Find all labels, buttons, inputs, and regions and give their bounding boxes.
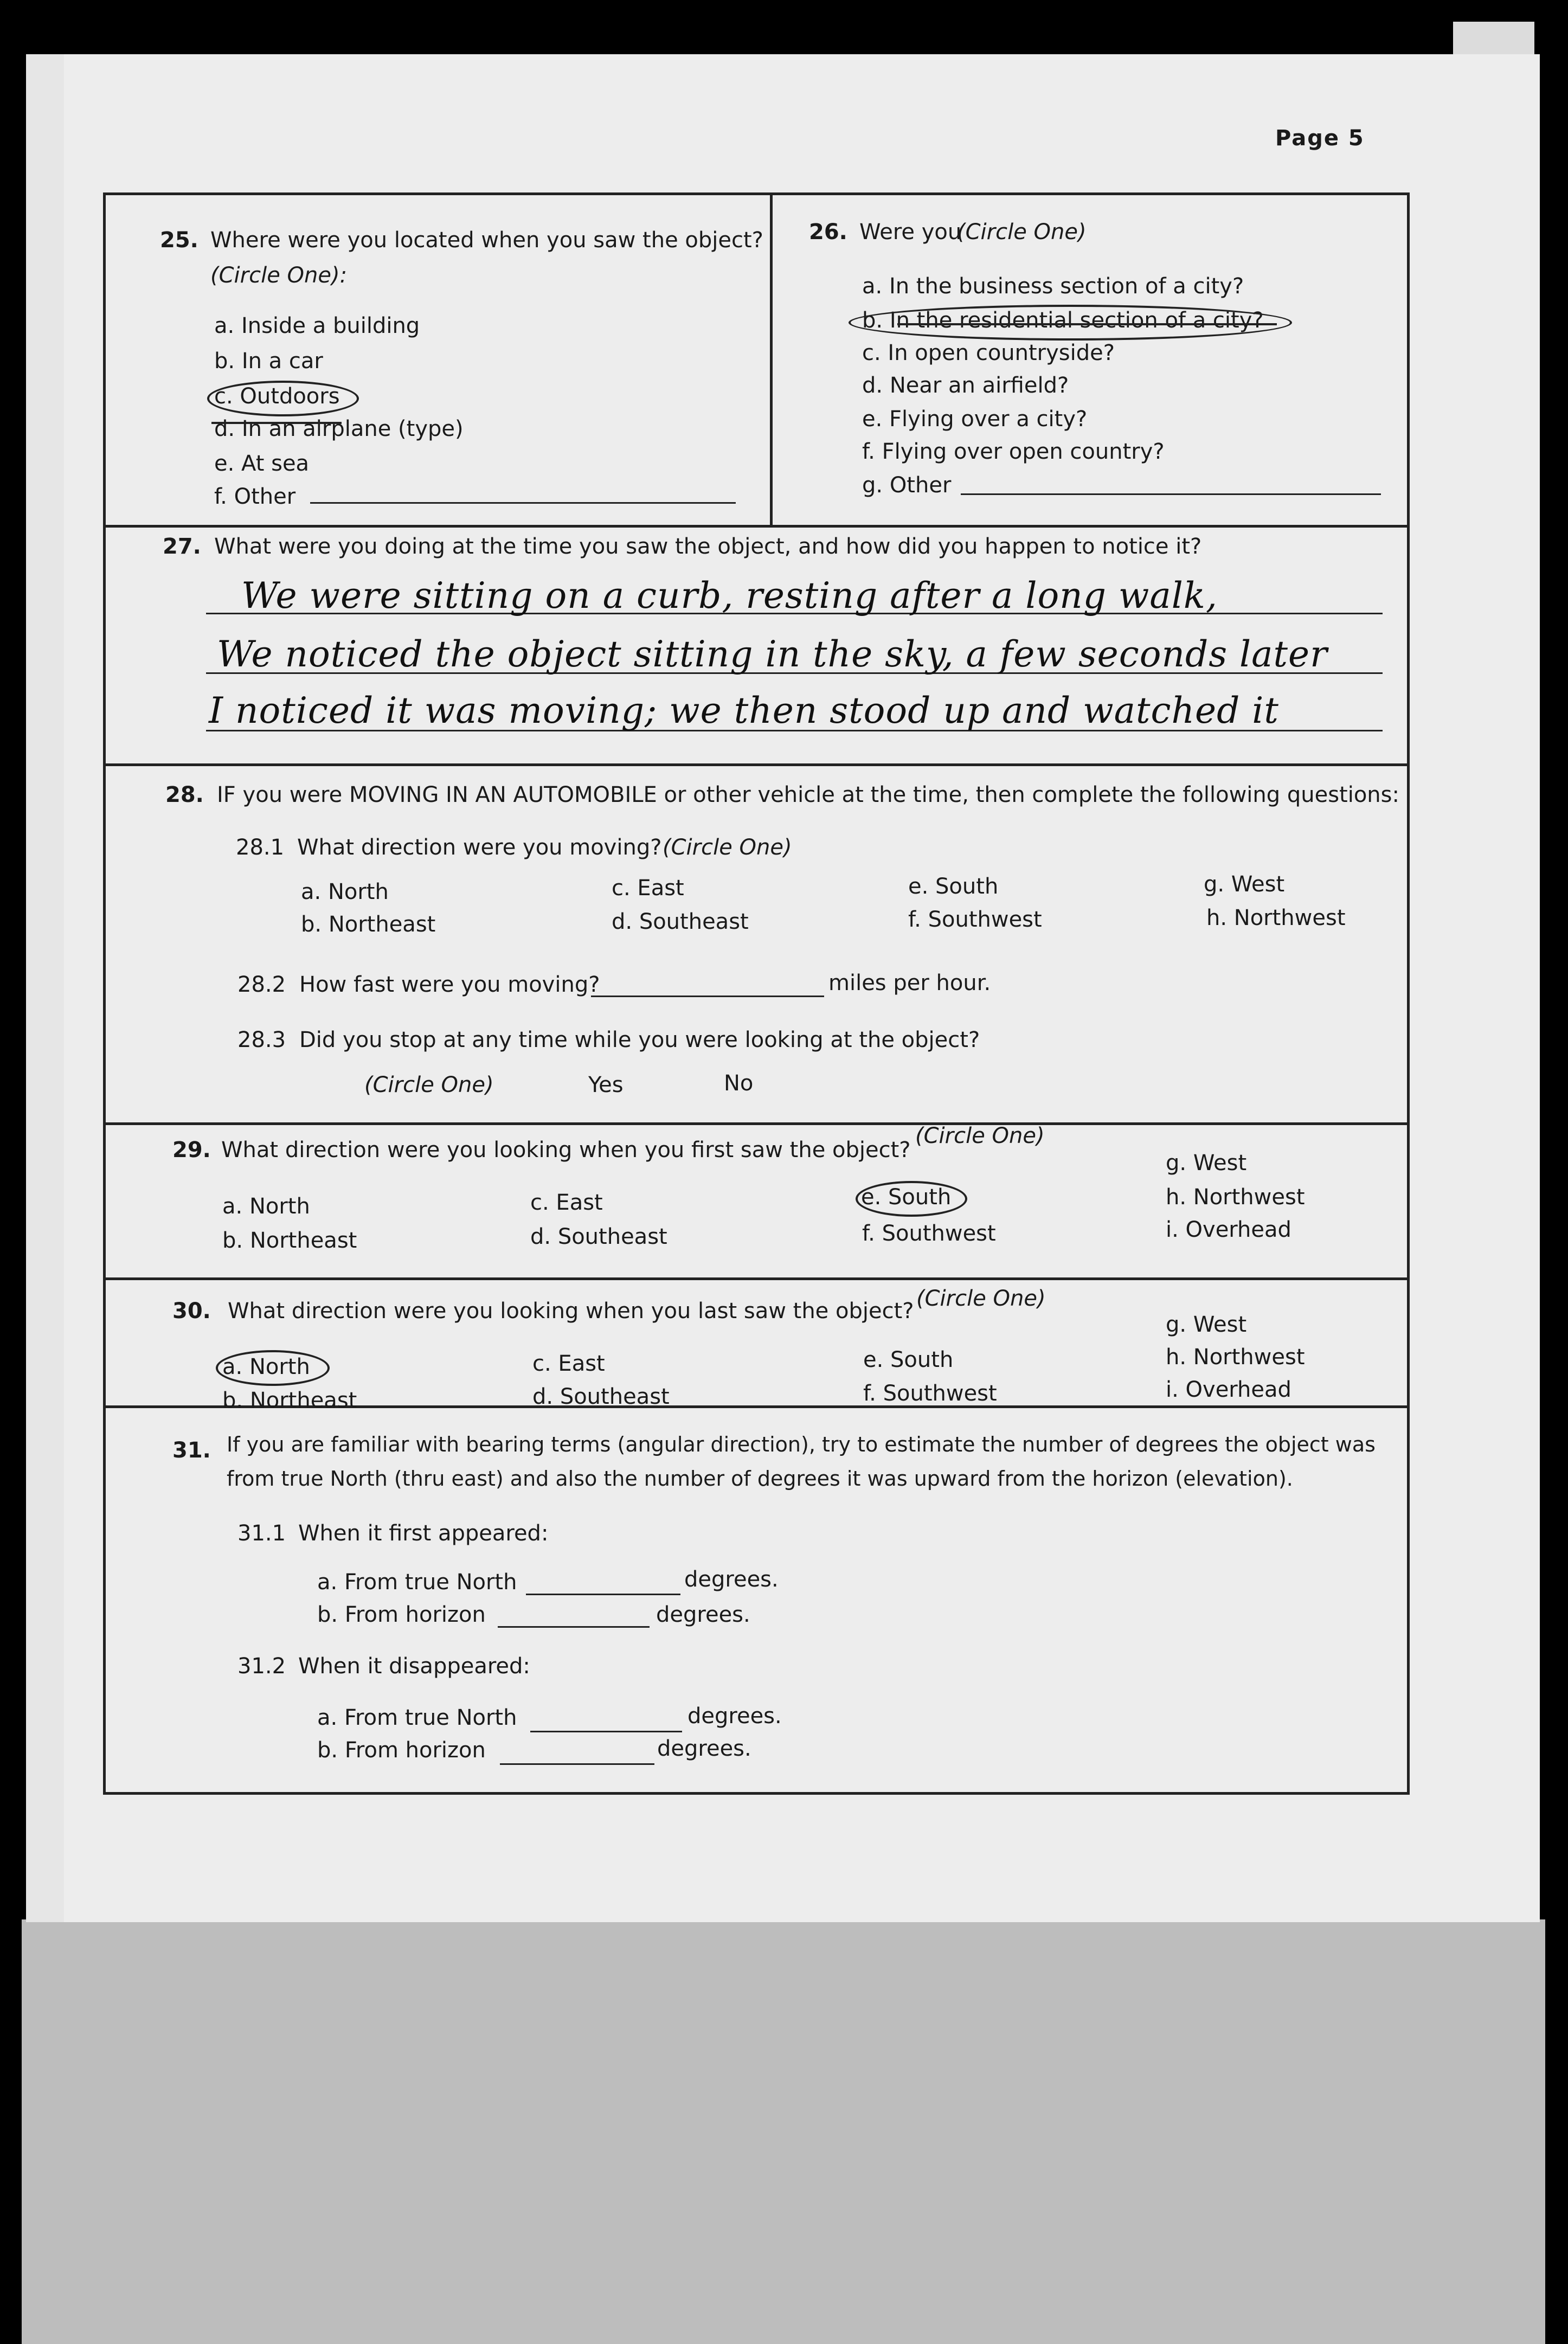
q31-question-line-1: If you are familiar with bearing terms (angular direction), try to estimate the number of degrees the object was [227,1433,1376,1456]
q28-3-instruction: (Circle One) [364,1073,494,1097]
background-surface [22,1919,1545,2344]
q30-option-g: g. West [1166,1312,1247,1337]
q29-option-a: a. North [222,1194,310,1219]
q29-answer-circle [856,1181,967,1217]
q26-option-e: e. Flying over a city? [862,407,1088,432]
q27-number: 27. [163,534,201,559]
q31-1-a-label: a. From true North [317,1570,517,1595]
q27-handwritten-answer-2: We noticed the object sitting in the sky, a few seconds later [217,633,1328,675]
q31-1-horizon-field[interactable] [498,1602,650,1628]
q28-3-question: Did you stop at any time while you were looking at the object? [299,1027,980,1052]
q28-number: 28. [165,782,204,807]
q25-option-d-mark [211,422,342,424]
q29-option-e: e. South [861,1185,952,1210]
q30-option-d: d. Southeast [532,1384,670,1409]
q30-option-e: e. South [863,1347,954,1372]
q29-option-f: f. Southwest [862,1221,996,1246]
q28-1-option-e: e. South [908,874,999,899]
q29-option-g: g. West [1166,1151,1247,1176]
q28-2-question: How fast were you moving? [299,972,600,997]
q27-question: What were you doing at the time you saw the object, and how did you happen to notice it? [214,534,1202,559]
q29-question: What direction were you looking when you first saw the object? [221,1138,911,1163]
q31-2-question: When it disappeared: [298,1654,530,1679]
q25-other-field[interactable] [310,476,736,504]
q26-answer-circle [849,305,1292,341]
q30-question: What direction were you looking when you last saw the object? [228,1299,914,1324]
q25-option-c: c. Outdoors [214,384,340,409]
q28-3-option-yes: Yes [588,1073,624,1097]
q26-other-field[interactable] [961,466,1381,495]
q25-question: Where were you located when you saw the object? [210,228,763,253]
q26-option-c: c. In open countryside? [862,341,1115,365]
q28-1-instruction: (Circle One) [663,835,792,860]
q25-number: 25. [160,228,198,253]
q31-1-question: When it first appeared: [298,1521,549,1546]
q26-number: 26. [809,220,847,245]
q25-option-e: e. At sea [214,451,310,476]
q31-2-number: 31.2 [237,1654,286,1679]
q31-1-b-unit: degrees. [656,1602,750,1627]
q28-1-option-c: c. East [612,876,684,901]
q31-2-a-label: a. From true North [317,1705,517,1730]
q31-1-a-unit: degrees. [684,1567,779,1592]
q28-2-speed-field[interactable] [591,971,824,997]
q28-1-option-b: b. Northeast [301,912,436,937]
divider-q27 [103,525,1410,528]
q29-number: 29. [172,1138,211,1163]
q28-2-number: 28.2 [237,972,286,997]
q25-option-b: b. In a car [214,349,323,374]
q29-option-b: b. Northeast [222,1228,357,1253]
q30-option-i: i. Overhead [1166,1377,1291,1402]
q31-question-line-2: from true North (thru east) and also the number of degrees it was upward from the horizon (elevation). [227,1467,1293,1491]
q31-2-horizon-field[interactable] [500,1739,654,1765]
q28-1-option-a: a. North [301,879,389,904]
divider-q25-q26 [770,192,773,525]
q25-option-f: f. Other [214,484,296,509]
q28-1-question: What direction were you moving? [297,835,662,860]
q28-question: IF you were MOVING IN AN AUTOMOBILE or other vehicle at the time, then complete the following questions: [217,782,1399,807]
q26-option-f: f. Flying over open country? [862,439,1165,464]
q28-2-unit: miles per hour. [828,971,991,996]
divider-q30 [103,1277,1410,1280]
q26-option-g: g. Other [862,473,952,498]
q31-2-b-unit: degrees. [657,1736,751,1761]
q28-1-option-h: h. Northwest [1206,906,1346,930]
q29-option-d: d. Southeast [530,1224,667,1249]
q29-option-i: i. Overhead [1166,1217,1291,1242]
q28-1-option-f: f. Southwest [908,907,1042,932]
q30-option-c: c. East [532,1351,605,1376]
q28-3-option-no: No [724,1071,754,1096]
q28-1-option-d: d. Southeast [612,909,749,934]
q26-option-b-mark [897,323,1277,325]
divider-q29 [103,1122,1410,1125]
q29-option-c: c. East [530,1190,603,1215]
q31-1-number: 31.1 [237,1521,286,1546]
q26-option-d: d. Near an airfield? [862,373,1069,398]
page-left-edge [26,54,64,1922]
page-number: Page 5 [1275,126,1365,151]
q31-2-b-label: b. From horizon [317,1738,486,1763]
q29-instruction: (Circle One) [915,1123,1045,1148]
q25-option-a: a. Inside a building [214,313,420,338]
q31-2-a-unit: degrees. [687,1704,782,1729]
q31-number: 31. [172,1438,211,1463]
q29-option-h: h. Northwest [1166,1185,1305,1210]
q31-2-north-field[interactable] [530,1707,682,1732]
q28-1-option-g: g. West [1204,872,1285,897]
q30-answer-circle [216,1350,330,1386]
divider-q28 [103,763,1410,766]
q28-3-number: 28.3 [237,1027,286,1052]
q31-1-b-label: b. From horizon [317,1602,486,1627]
q30-option-h: h. Northwest [1166,1345,1305,1370]
q27-handwritten-answer-1: We were sitting on a curb, resting after a long walk, [241,575,1218,616]
q25-instruction: (Circle One): [210,263,348,288]
q30-instruction: (Circle One) [916,1286,1046,1311]
q25-answer-circle [207,381,359,416]
q30-number: 30. [172,1299,211,1324]
q26-instruction: (Circle One) [957,220,1087,245]
q28-1-number: 28.1 [236,835,285,860]
q30-option-a: a. North [222,1354,310,1379]
q30-option-b: b. Northeast [222,1388,357,1413]
q27-handwritten-answer-3: I noticed it was moving; we then stood up and watched it [209,690,1279,731]
q26-option-b: b. In the residential section of a city? [862,308,1264,333]
q25-option-d: d. In an airplane (type) [214,416,464,441]
q30-option-f: f. Southwest [863,1381,997,1406]
q26-question: Were you [859,220,962,245]
q26-option-a: a. In the business section of a city? [862,274,1244,299]
q31-1-north-field[interactable] [526,1570,680,1595]
